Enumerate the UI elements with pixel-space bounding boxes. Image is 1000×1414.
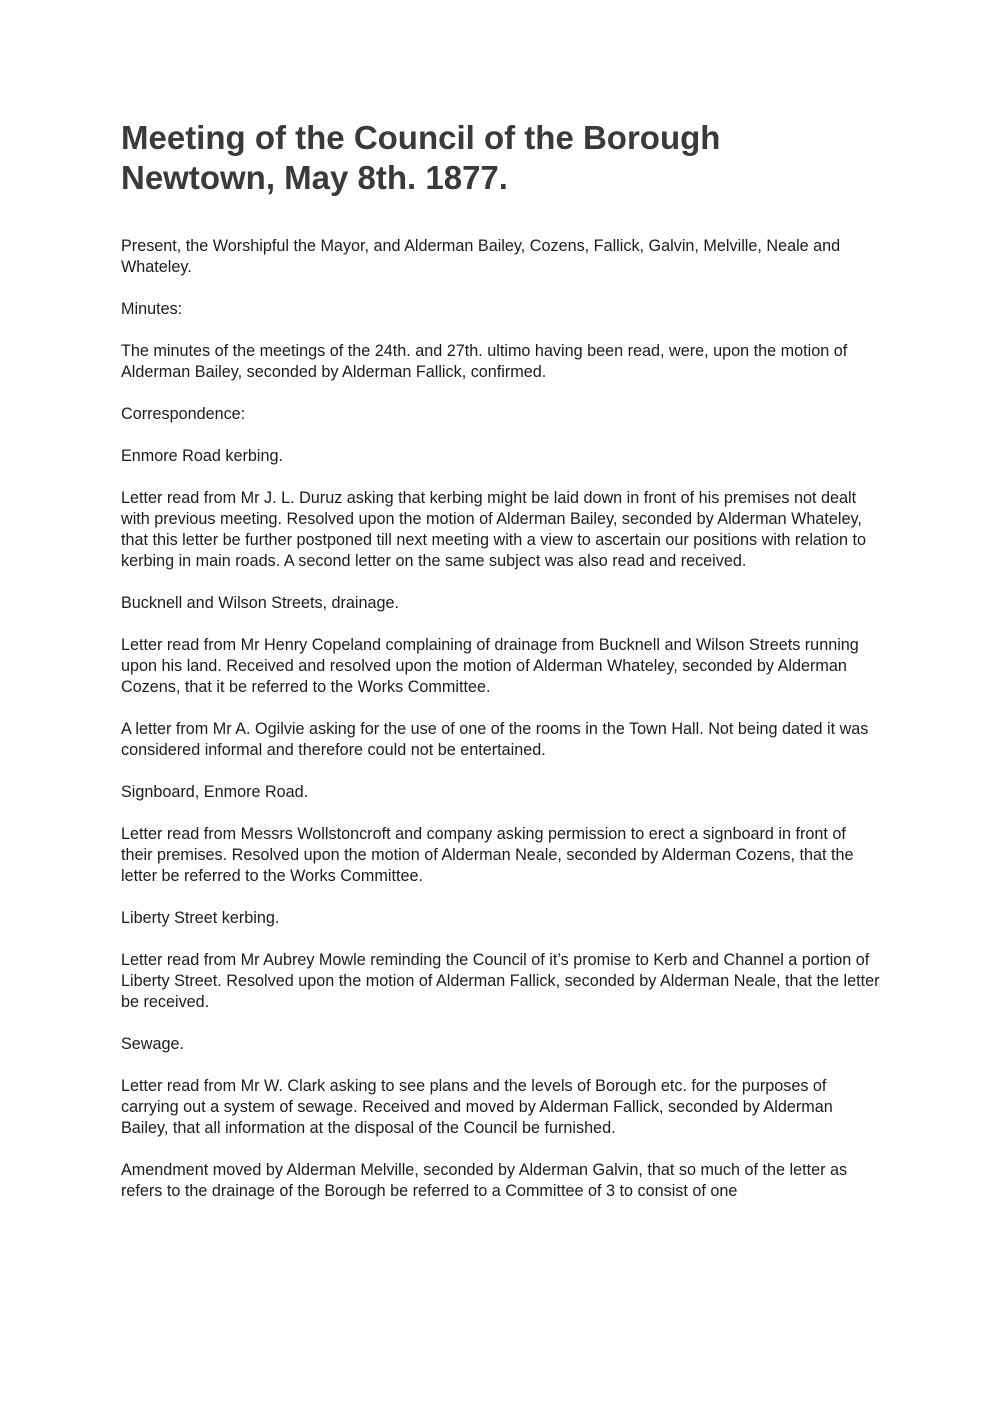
liberty-street-heading: Liberty Street kerbing. — [121, 909, 280, 927]
minutes-paragraph: The minutes of the meetings of the 24th. and 27th. ultimo having been read, were, upon the motion of Alderman Bailey, seconded by Alderman Fallick, confirmed. — [121, 342, 848, 381]
wollstoncroft-letter-paragraph: Letter read from Messrs Wollstoncroft and company asking permission to erect a signboard in front of their premises. Resolved upon the motion of Alderman Neale, seconded by Alderman Cozens, that the letter be referred to the Works Committee. — [121, 825, 854, 885]
document-title: Meeting of the Council of the Borough Newtown, May 8th. 1877. — [121, 119, 721, 196]
copeland-letter-paragraph: Letter read from Mr Henry Copeland complaining of drainage from Bucknell and Wilson Streets running upon his land. Received and resolved upon the motion of Alderman Whateley, seconded by Alderman Cozens, that it be referred to the Works Committee. — [121, 636, 859, 696]
clark-letter-paragraph: Letter read from Mr W. Clark asking to see plans and the levels of Borough etc. for the purposes of carrying out a system of sewage. Received and moved by Alderman Fallick, seconded by Alderman Bailey, that all information at the disposal of the Council be furnished. — [121, 1077, 833, 1137]
amendment-paragraph: Amendment moved by Alderman Melville, seconded by Alderman Galvin, that so much of the letter as refers to the drainage of the Borough be referred to a Committee of 3 to consist of one — [121, 1161, 848, 1200]
bucknell-wilson-heading: Bucknell and Wilson Streets, drainage. — [121, 594, 400, 612]
duruz-letter-paragraph: Letter read from Mr J. L. Duruz asking that kerbing might be laid down in front of his premises not dealt with previous meeting. Resolved upon the motion of Alderman Bailey, seconded by Alderman Whateley, that this letter be further postponed till next meeting with a view to ascertain our positions with relation to kerbing in main roads. A second letter on the same subject was also read and received. — [121, 489, 867, 570]
enmore-road-kerbing-heading: Enmore Road kerbing. — [121, 447, 283, 465]
correspondence-heading: Correspondence: — [121, 405, 246, 423]
present-paragraph: Present, the Worshipful the Mayor, and Alderman Bailey, Cozens, Fallick, Galvin, Melville, Neale and Whateley. — [121, 237, 841, 276]
mowle-letter-paragraph: Letter read from Mr Aubrey Mowle reminding the Council of it’s promise to Kerb and Channel a portion of Liberty Street. Resolved upon the motion of Alderman Fallick, seconded by Alderman Neale, that the letter be received. — [121, 951, 880, 1011]
signboard-heading: Signboard, Enmore Road. — [121, 783, 309, 801]
minutes-heading: Minutes: — [121, 300, 183, 318]
document-page — [121, 118, 881, 1223]
ogilvie-letter-paragraph: A letter from Mr A. Ogilvie asking for the use of one of the rooms in the Town Hall. Not being dated it was considered informal and therefore could not be entertained. — [121, 720, 869, 759]
sewage-heading: Sewage. — [121, 1035, 184, 1053]
